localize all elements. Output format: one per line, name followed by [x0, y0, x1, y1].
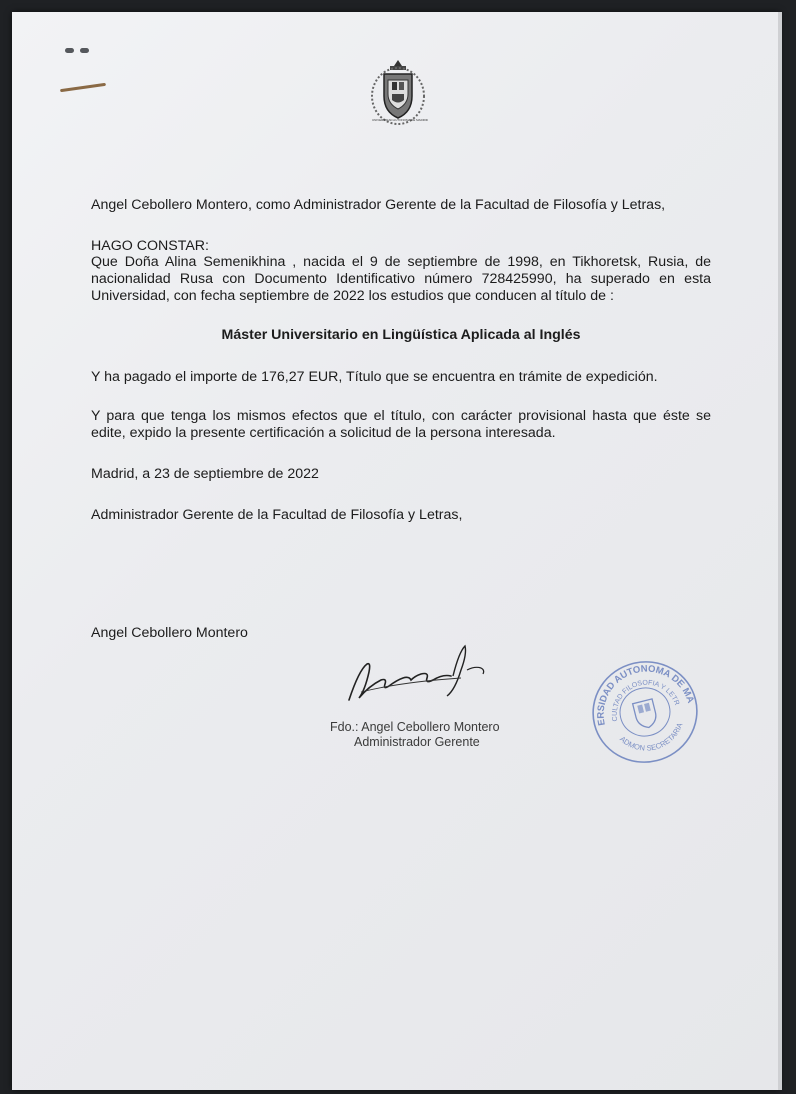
addressee-line: Angel Cebollero Montero, como Administrador Gerente de la Facultad de Filosofía y Letras,: [91, 197, 666, 213]
paper-edge: [778, 12, 782, 1090]
document-page: [12, 12, 780, 1090]
signature-name-line: Fdo.: Angel Cebollero Montero: [330, 720, 500, 734]
handwritten-signature: [335, 640, 495, 710]
body-line: Que Doña Alina Semenikhina , nacida el 9 de septiembre de 1998, en Tikhoretsk, Rusia, de: [91, 254, 711, 270]
signature-role-line: Administrador Gerente: [354, 735, 480, 749]
date-line: Madrid, a 23 de septiembre de 2022: [91, 466, 319, 482]
punch-holes: [65, 40, 125, 52]
degree-title: Máster Universitario en Lingüística Aplicada al Inglés: [221, 327, 581, 343]
role-line: Administrador Gerente de la Facultad de Filosofía y Letras,: [91, 507, 463, 523]
hago-constar-label: HAGO CONSTAR:: [91, 238, 209, 254]
body-line: nacionalidad Rusa con Documento Identificativo número 728425990, ha superado en esta: [91, 271, 711, 287]
crest-caption: UNIVERSIDAD AUTONOMA DE MADRID: [372, 118, 428, 122]
svg-text:UNIVERSIDAD AUTONOMA DE MADRID: UNIVERSIDAD AUTONOMA DE MADRID: [595, 663, 696, 727]
effect-line: Y para que tenga los mismos efectos que el título, con carácter provisional hasta que éste se: [91, 408, 711, 424]
body-line: Universidad, con fecha septiembre de 2022 los estudios que conducen al título de :: [91, 288, 614, 304]
effect-line: edite, expido la presente certificación a solicitud de la persona interesada.: [91, 425, 556, 441]
svg-text:FACULTAD FILOSOFIA Y LETRAS: FACULTAD FILOSOFIA Y LETRAS: [611, 679, 681, 722]
svg-text:ADMON SECRETARIA: ADMON SECRETARIA: [618, 721, 685, 753]
payment-line: Y ha pagado el importe de 176,27 EUR, Título que se encuentra en trámite de expedición.: [91, 369, 658, 385]
signer-name: Angel Cebollero Montero: [91, 625, 248, 641]
university-stamp-icon: [588, 657, 703, 767]
signature-block: [330, 720, 530, 750]
